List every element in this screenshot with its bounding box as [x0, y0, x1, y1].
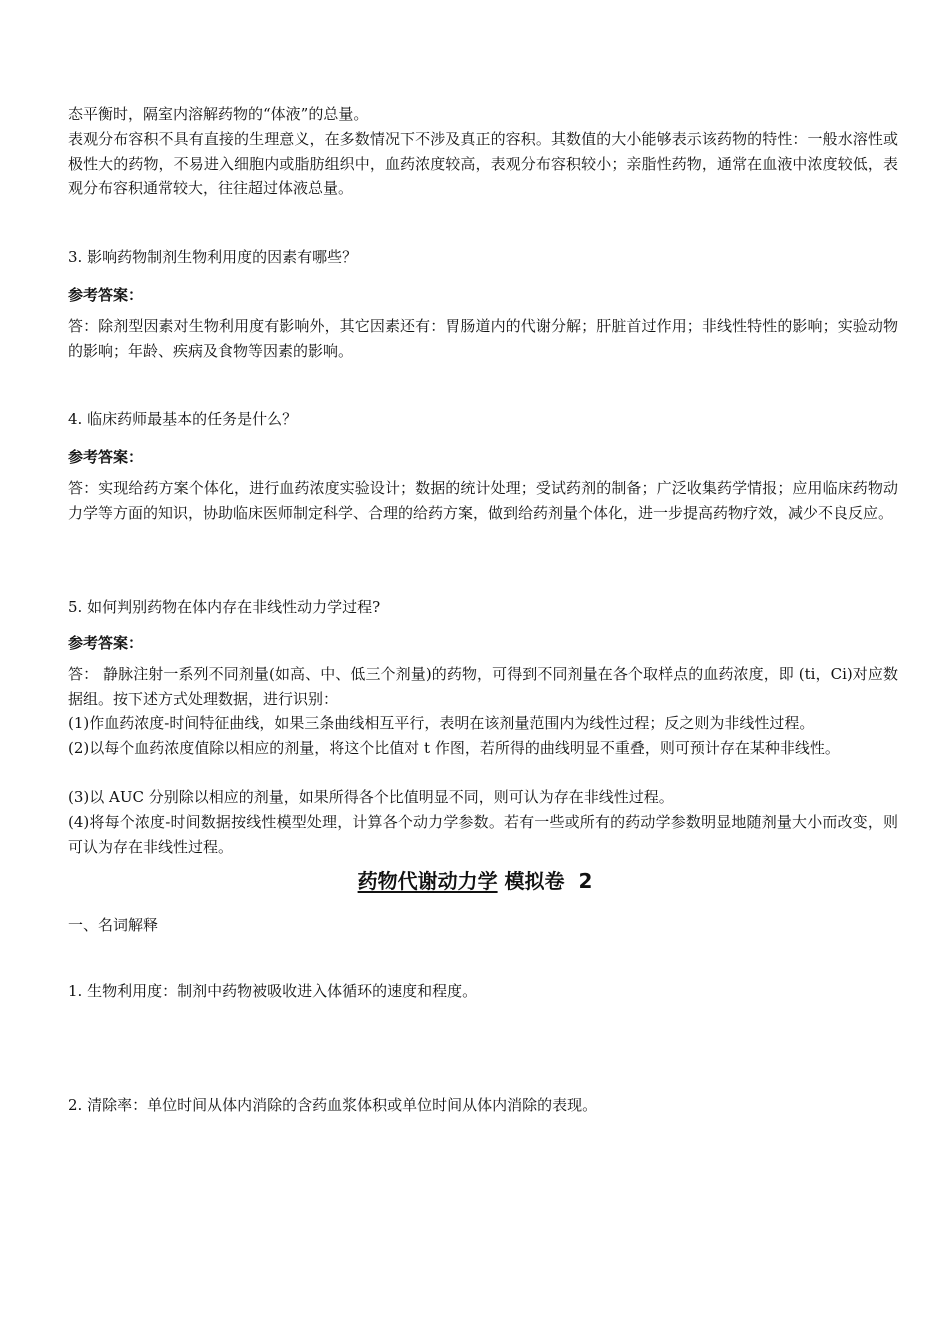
answer-5-item-2: (2)以每个血药浓度值除以相应的剂量，将这个比值对 t 作图，若所得的曲线明显不重叠，则可预计存在某种非线性。 [68, 739, 840, 757]
answer-5-item-4: (4)将每个浓度-时间数据按线性模型处理，计算各个动力学参数。若有一些或所有的药动学参数明显地随剂量大小而改变，则可认为存在非线性过程。 [68, 813, 898, 856]
question-3: 3. 影响药物制剂生物利用度的因素有哪些？ [68, 248, 358, 266]
question-5: 5. 如何判别药物在体内存在非线性动力学过程? [68, 598, 381, 616]
exam-title-subject: 药物代谢动力学 [357, 869, 498, 893]
exam-title [0, 868, 950, 894]
answer-4: 答：实现给药方案个体化，进行血药浓度实验设计；数据的统计处理；受试药剂的制备；广泛收集药学情报；应用临床药物动力学等方面的知识，协助临床医师制定科学、合理的给药方案，做到给药剂量个体化，进一步提高药物疗效，减少不良反应。 [68, 479, 898, 522]
answer-3: 答：除剂型因素对生物利用度有影响外，其它因素还有：胃肠道内的代谢分解；肝脏首过作用；非线性特性的影响；实验动物的影响；年龄、疾病及食物等因素的影响。 [68, 317, 898, 360]
answer-5-item-3: (3)以 AUC 分别除以相应的剂量，如果所得各个比值明显不同，则可认为存在非线性过程。 [68, 788, 674, 806]
exam-title-rest: 模拟卷 2 [497, 869, 593, 893]
answer-5-intro: 答： 静脉注射一系列不同剂量(如高、中、低三个剂量)的药物，可得到不同剂量在各个取样点的血药浓度，即 (ti，Ci)对应数据组。按下述方式处理数据，进行识别： [68, 665, 898, 708]
term-1: 1. 生物利用度：制剂中药物被吸收进入体循环的速度和程度。 [68, 982, 478, 1000]
section-heading: 一、名词解释 [68, 916, 159, 934]
answer-label-4: 参考答案： [68, 448, 144, 466]
answer-label-5: 参考答案： [68, 634, 144, 652]
continued-line: 态平衡时，隔室内溶解药物的“体液”的总量。 [68, 105, 369, 123]
question-4: 4. 临床药师最基本的任务是什么？ [68, 410, 298, 428]
answer-5-item-1: (1)作血药浓度-时间特征曲线，如果三条曲线相互平行，表明在该剂量范围内为线性过程；反之则为非线性过程。 [68, 714, 815, 732]
term-2: 2. 清除率：单位时间从体内消除的含药血浆体积或单位时间从体内消除的表现。 [68, 1096, 598, 1114]
answer-label-3: 参考答案： [68, 286, 144, 304]
volume-distribution-paragraph: 表观分布容积不具有直接的生理意义，在多数情况下不涉及真正的容积。其数值的大小能够表示该药物的特性：一般水溶性或极性大的药物，不易进入细胞内或脂肪组织中，血药浓度较高，表观分布容积较小；亲脂性药物，通常在血液中浓度较低，表观分布容积通常较大，往往超过体液总量。 [68, 130, 898, 197]
